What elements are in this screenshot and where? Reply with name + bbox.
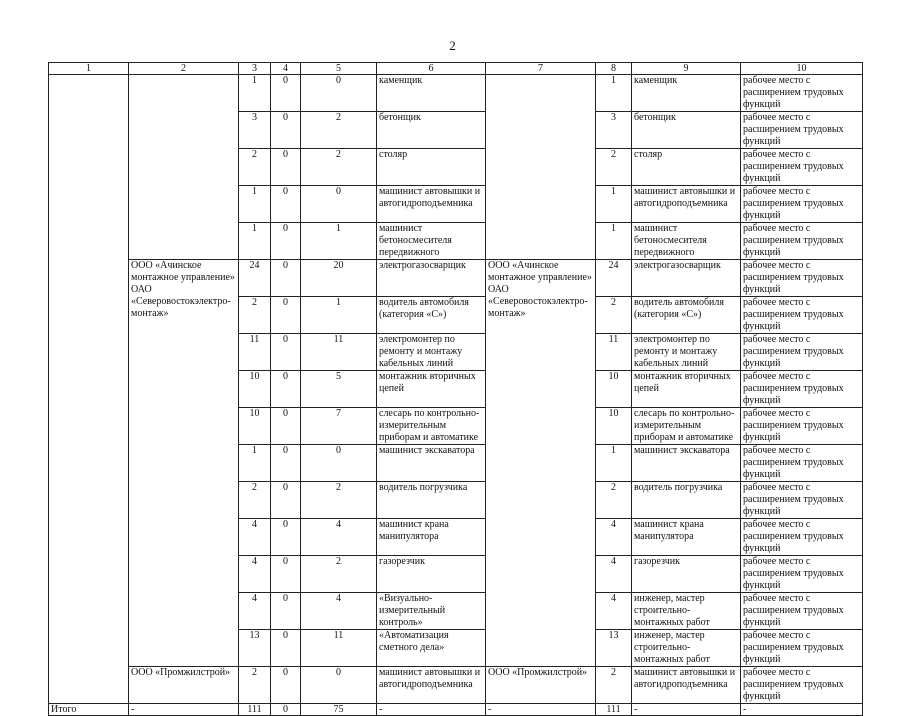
count-cell: 0 [271, 519, 301, 556]
count-cell: 0 [271, 593, 301, 630]
count-cell: 10 [239, 408, 271, 445]
table-row [49, 260, 863, 297]
org-cell: ООО «Ачинское монтажное управление» ОАО «Северовостокэлектро-монтаж» [129, 260, 239, 667]
workplace-cell: рабочее место с расширением трудовых функций [741, 593, 863, 630]
count-cell: 0 [271, 556, 301, 593]
total-cell: 111 [239, 704, 271, 716]
count-cell: 0 [301, 445, 377, 482]
profession-cell: машинист бетоносмесителя передвижного [632, 223, 741, 260]
count-cell: 0 [271, 371, 301, 408]
count-cell: 11 [239, 334, 271, 371]
profession-cell: каменщик [632, 75, 741, 112]
count-cell: 2 [301, 482, 377, 519]
profession-cell: машинист автовышки и автогидроподъемника [632, 667, 741, 704]
workplace-cell: рабочее место с расширением трудовых функций [741, 297, 863, 334]
count-cell: 1 [239, 445, 271, 482]
count-cell: 1 [301, 297, 377, 334]
profession-cell: бетонщик [632, 112, 741, 149]
col1-empty-cell [49, 75, 129, 704]
profession-cell: бетонщик [377, 112, 486, 149]
workplace-cell: рабочее место с расширением трудовых функций [741, 408, 863, 445]
profession-cell: «Визуально-измерительный контроль» [377, 593, 486, 630]
count-cell: 0 [271, 260, 301, 297]
count-cell: 11 [301, 334, 377, 371]
workplace-cell: рабочее место с расширением трудовых функций [741, 186, 863, 223]
count-cell: 1 [301, 223, 377, 260]
count-cell: 2 [301, 112, 377, 149]
workplace-cell: рабочее место с расширением трудовых функций [741, 334, 863, 371]
profession-cell: машинист автовышки и автогидроподъемника [377, 186, 486, 223]
col-header: 10 [741, 63, 863, 75]
count-cell: 2 [239, 149, 271, 186]
profession-cell: машинист экскаватора [377, 445, 486, 482]
count-cell: 11 [301, 630, 377, 667]
total-cell: - [486, 704, 596, 716]
header-row [49, 63, 863, 75]
count-cell: 1 [596, 75, 632, 112]
count-cell: 11 [596, 334, 632, 371]
count-cell: 2 [239, 297, 271, 334]
col-header: 1 [49, 63, 129, 75]
count-cell: 10 [239, 371, 271, 408]
count-cell: 24 [596, 260, 632, 297]
count-cell: 2 [301, 149, 377, 186]
workplace-cell: рабочее место с расширением трудовых функций [741, 371, 863, 408]
col-header: 7 [486, 63, 596, 75]
count-cell: 0 [271, 186, 301, 223]
table-row [49, 667, 863, 704]
workplace-cell: рабочее место с расширением трудовых функций [741, 445, 863, 482]
count-cell: 13 [596, 630, 632, 667]
profession-cell: монтажник вторичных цепей [632, 371, 741, 408]
col-header: 4 [271, 63, 301, 75]
count-cell: 1 [596, 223, 632, 260]
count-cell: 3 [596, 112, 632, 149]
total-cell: 0 [271, 704, 301, 716]
workplace-cell: рабочее место с расширением трудовых функций [741, 149, 863, 186]
data-table [48, 62, 863, 716]
workplace-cell: рабочее место с расширением трудовых функций [741, 667, 863, 704]
count-cell: 0 [271, 667, 301, 704]
total-cell: - [632, 704, 741, 716]
count-cell: 20 [301, 260, 377, 297]
org-cell: ООО «Промжилстрой» [486, 667, 596, 704]
profession-cell: каменщик [377, 75, 486, 112]
count-cell: 0 [271, 223, 301, 260]
workplace-cell: рабочее место с расширением трудовых функций [741, 223, 863, 260]
profession-cell: столяр [377, 149, 486, 186]
total-row [49, 704, 863, 716]
count-cell: 0 [301, 667, 377, 704]
profession-cell: машинист крана манипулятора [377, 519, 486, 556]
count-cell: 1 [596, 186, 632, 223]
count-cell: 3 [239, 112, 271, 149]
table-row [49, 75, 863, 112]
org-cell: ООО «Промжилстрой» [129, 667, 239, 704]
count-cell: 2 [596, 482, 632, 519]
profession-cell: машинист бетоносмесителя передвижного [377, 223, 486, 260]
col-header: 6 [377, 63, 486, 75]
count-cell: 4 [239, 593, 271, 630]
count-cell: 0 [301, 75, 377, 112]
total-cell: 111 [596, 704, 632, 716]
count-cell: 7 [301, 408, 377, 445]
profession-cell: слесарь по контрольно-измерительным приборам и автоматике [632, 408, 741, 445]
count-cell: 0 [271, 630, 301, 667]
profession-cell: машинист автовышки и автогидроподъемника [377, 667, 486, 704]
count-cell: 4 [596, 556, 632, 593]
count-cell: 1 [596, 445, 632, 482]
count-cell: 0 [271, 408, 301, 445]
profession-cell: инженер, мастер строительно-монтажных работ [632, 593, 741, 630]
count-cell: 0 [271, 334, 301, 371]
count-cell: 0 [271, 149, 301, 186]
col-header: 3 [239, 63, 271, 75]
workplace-cell: рабочее место с расширением трудовых функций [741, 482, 863, 519]
profession-cell: газорезчик [377, 556, 486, 593]
count-cell: 0 [271, 445, 301, 482]
count-cell: 2 [596, 149, 632, 186]
profession-cell: электрогазосварщик [632, 260, 741, 297]
workplace-cell: рабочее место с расширением трудовых функций [741, 556, 863, 593]
total-label: Итого [49, 704, 129, 716]
profession-cell: «Автоматизация сметного дела» [377, 630, 486, 667]
profession-cell: слесарь по контрольно-измерительным приборам и автоматике [377, 408, 486, 445]
count-cell: 2 [239, 667, 271, 704]
count-cell: 1 [239, 223, 271, 260]
profession-cell: машинист автовышки и автогидроподъемника [632, 186, 741, 223]
count-cell: 2 [301, 556, 377, 593]
count-cell: 2 [596, 667, 632, 704]
profession-cell: водитель автомобиля (категория «С») [377, 297, 486, 334]
profession-cell: столяр [632, 149, 741, 186]
count-cell: 0 [271, 482, 301, 519]
count-cell: 4 [239, 519, 271, 556]
col-header: 9 [632, 63, 741, 75]
col-header: 8 [596, 63, 632, 75]
count-cell: 0 [301, 186, 377, 223]
count-cell: 4 [596, 519, 632, 556]
total-cell: - [377, 704, 486, 716]
org-cell-empty [486, 75, 596, 260]
workplace-cell: рабочее место с расширением трудовых функций [741, 112, 863, 149]
count-cell: 5 [301, 371, 377, 408]
count-cell: 1 [239, 186, 271, 223]
profession-cell: водитель погрузчика [632, 482, 741, 519]
total-cell: - [741, 704, 863, 716]
workplace-cell: рабочее место с расширением трудовых функций [741, 260, 863, 297]
profession-cell: машинист экскаватора [632, 445, 741, 482]
profession-cell: водитель погрузчика [377, 482, 486, 519]
count-cell: 4 [239, 556, 271, 593]
count-cell: 2 [239, 482, 271, 519]
count-cell: 10 [596, 408, 632, 445]
org-cell-empty [129, 75, 239, 260]
count-cell: 0 [271, 112, 301, 149]
org-cell: ООО «Ачинское монтажное управление» ОАО «Северовостокэлектро-монтаж» [486, 260, 596, 667]
count-cell: 24 [239, 260, 271, 297]
col-header: 2 [129, 63, 239, 75]
count-cell: 10 [596, 371, 632, 408]
total-cell: 75 [301, 704, 377, 716]
profession-cell: монтажник вторичных цепей [377, 371, 486, 408]
count-cell: 2 [596, 297, 632, 334]
count-cell: 13 [239, 630, 271, 667]
profession-cell: электрогазосварщик [377, 260, 486, 297]
count-cell: 4 [596, 593, 632, 630]
count-cell: 1 [239, 75, 271, 112]
count-cell: 4 [301, 519, 377, 556]
profession-cell: газорезчик [632, 556, 741, 593]
workplace-cell: рабочее место с расширением трудовых функций [741, 75, 863, 112]
profession-cell: водитель автомобиля (категория «С») [632, 297, 741, 334]
count-cell: 0 [271, 75, 301, 112]
count-cell: 4 [301, 593, 377, 630]
profession-cell: машинист крана манипулятора [632, 519, 741, 556]
workplace-cell: рабочее место с расширением трудовых функций [741, 519, 863, 556]
page-number: 2 [449, 38, 456, 53]
profession-cell: инженер, мастер строительно-монтажных работ [632, 630, 741, 667]
profession-cell: электромонтер по ремонту и монтажу кабельных линий [377, 334, 486, 371]
count-cell: 0 [271, 297, 301, 334]
profession-cell: электромонтер по ремонту и монтажу кабельных линий [632, 334, 741, 371]
workplace-cell: рабочее место с расширением трудовых функций [741, 630, 863, 667]
total-cell: - [129, 704, 239, 716]
col-header: 5 [301, 63, 377, 75]
